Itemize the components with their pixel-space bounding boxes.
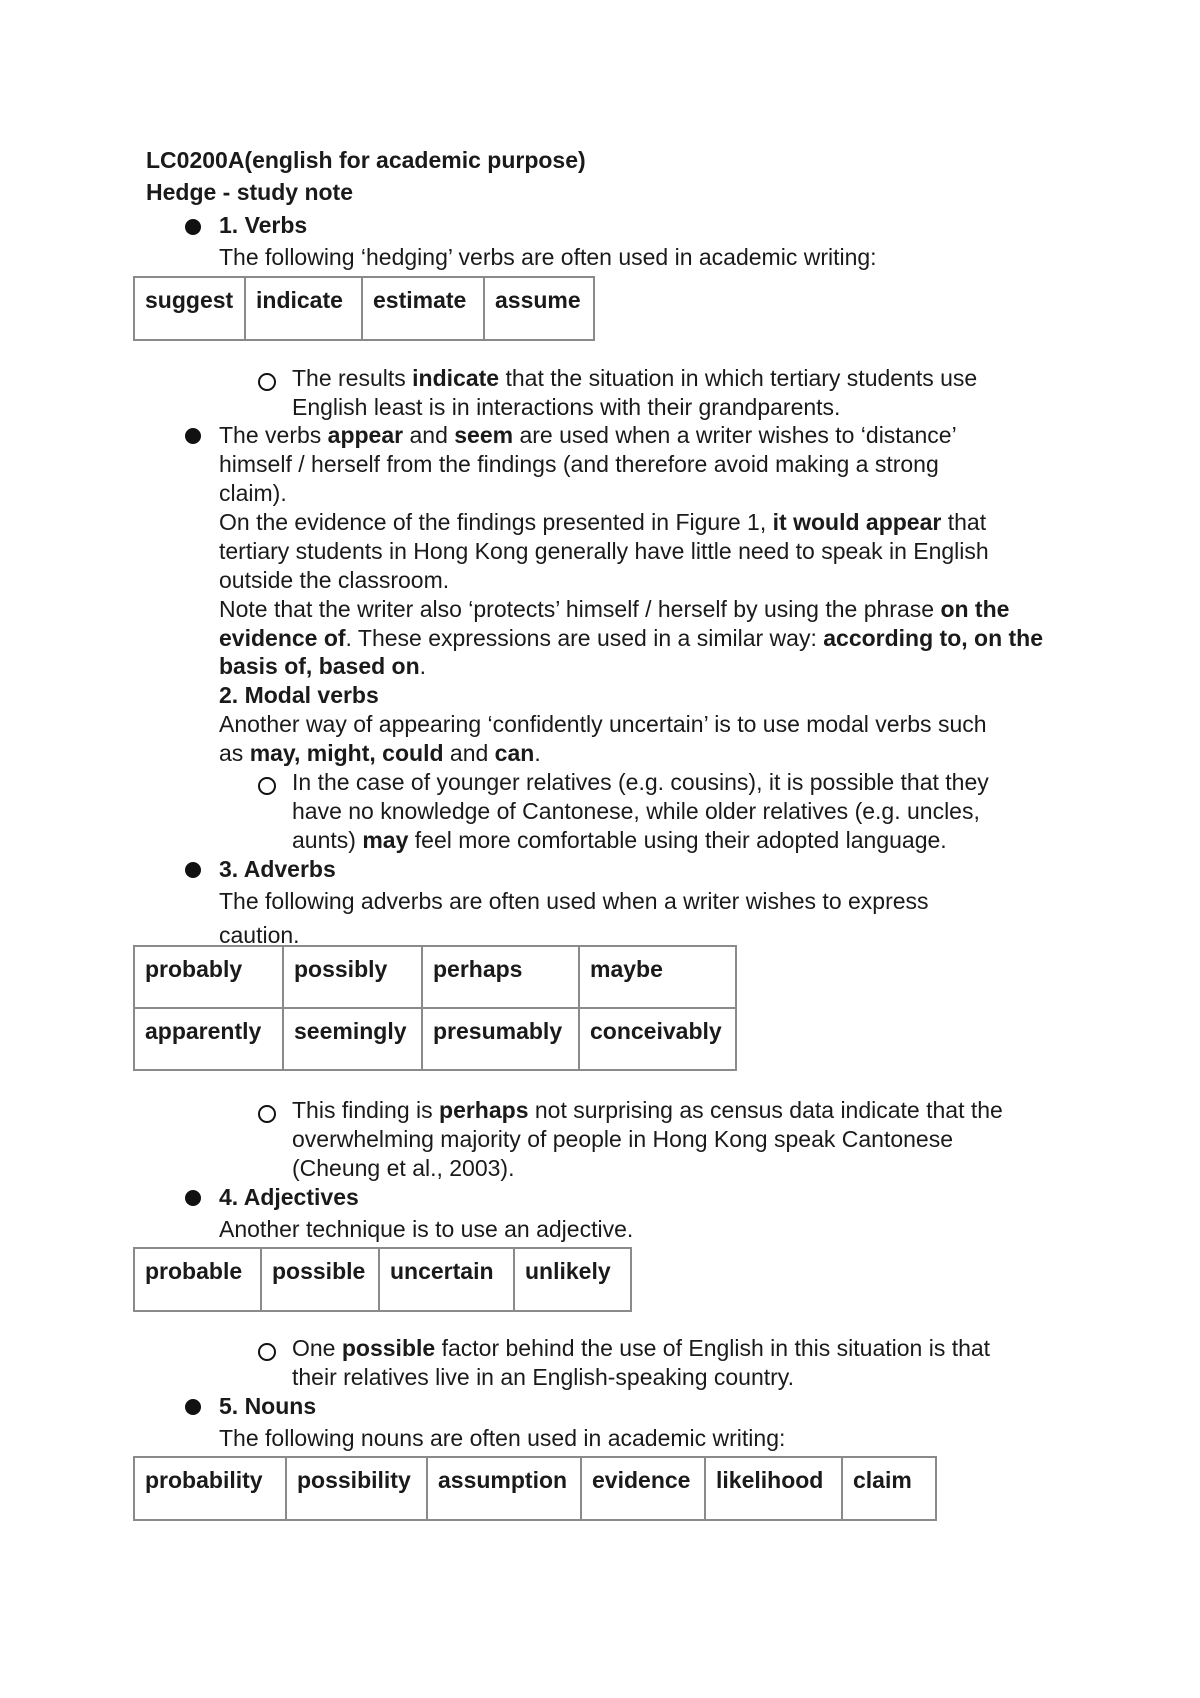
section-heading-adjectives: 4. Adjectives	[219, 1184, 359, 1210]
bold-text: may, might, could	[249, 740, 444, 766]
table-cell: assume	[484, 277, 594, 340]
bullet-icon	[185, 862, 201, 878]
appear-line-7	[219, 595, 1009, 624]
text-run: On the evidence of the findings presented in Figure 1,	[219, 509, 773, 535]
appear-line-1	[219, 421, 957, 450]
table-cell: uncertain	[379, 1248, 514, 1311]
bold-text: basis of, based on	[219, 653, 420, 679]
adverbs-table	[133, 945, 737, 1071]
table-cell: indicate	[245, 277, 362, 340]
appear-line-3: claim).	[219, 480, 287, 506]
text-run: .	[419, 653, 427, 679]
nouns-intro: The following nouns are often used in academic writing:	[219, 1425, 786, 1451]
table-cell: probably	[134, 946, 283, 1008]
table-cell: likelihood	[705, 1457, 842, 1520]
verbs-example-line2: English least is in interactions with their grandparents.	[292, 394, 841, 420]
text-run: are used when a writer wishes to ‘distance’	[513, 422, 957, 448]
bold-text: seem	[454, 422, 514, 448]
appear-line-6: outside the classroom.	[219, 567, 450, 593]
adverbs-example-line-1	[292, 1096, 1003, 1125]
bold-text: may	[362, 827, 409, 853]
adjectives-example-line-1	[292, 1334, 990, 1363]
text-run: that	[941, 509, 987, 535]
hollow-bullet-icon	[258, 777, 276, 795]
table-cell: possibility	[286, 1457, 427, 1520]
text-run: The verbs	[219, 422, 328, 448]
table-cell: evidence	[581, 1457, 705, 1520]
modal-example-line-1: In the case of younger relatives (e.g. cousins), it is possible that they	[292, 769, 989, 795]
modal-line-1: Another way of appearing ‘confidently uncertain’ is to use modal verbs such	[219, 711, 987, 737]
hollow-bullet-icon	[258, 1105, 276, 1123]
nouns-table	[133, 1456, 937, 1521]
table-cell: probable	[134, 1248, 261, 1311]
document-subtitle: Hedge - study note	[146, 179, 354, 205]
text-run: The results	[292, 365, 413, 391]
table-row	[134, 946, 736, 1008]
table-cell: seemingly	[283, 1008, 422, 1070]
section-heading-adverbs: 3. Adverbs	[219, 856, 336, 882]
verbs-example	[292, 364, 977, 393]
text-run: .	[534, 740, 541, 766]
table-row	[134, 1008, 736, 1070]
adjectives-example-line-2: their relatives live in an English-speaking country.	[292, 1364, 794, 1390]
appear-line-9	[219, 652, 426, 681]
adjectives-intro: Another technique is to use an adjective.	[219, 1216, 634, 1242]
table-row	[134, 277, 594, 340]
table-row	[134, 1457, 936, 1520]
appear-line-4	[219, 508, 986, 537]
adjectives-table	[133, 1247, 632, 1312]
bold-text: possible	[341, 1335, 436, 1361]
section-heading-nouns: 5. Nouns	[219, 1393, 317, 1419]
text-run: as	[219, 740, 250, 766]
adverbs-line-2: caution.	[219, 922, 300, 948]
text-run: One	[292, 1335, 342, 1361]
table-cell: perhaps	[422, 946, 579, 1008]
bold-text: indicate	[412, 365, 500, 391]
table-cell: estimate	[362, 277, 484, 340]
bold-text: can	[494, 740, 535, 766]
table-cell: maybe	[579, 946, 736, 1008]
text-run: aunts)	[292, 827, 363, 853]
text-run: This finding is	[292, 1097, 440, 1123]
table-cell: possible	[261, 1248, 379, 1311]
table-cell: claim	[842, 1457, 936, 1520]
text-run: not surprising as census data indicate that the	[528, 1097, 1003, 1123]
text-run: and	[403, 422, 455, 448]
bold-text: evidence of	[219, 625, 346, 651]
modal-example-line-2: have no knowledge of Cantonese, while older relatives (e.g. uncles,	[292, 798, 980, 824]
table-cell: assumption	[427, 1457, 581, 1520]
adverbs-example-line-2: overwhelming majority of people in Hong Kong speak Cantonese	[292, 1126, 954, 1152]
verbs-intro: The following ‘hedging’ verbs are often used in academic writing:	[219, 244, 877, 270]
bold-text: appear	[327, 422, 404, 448]
adverbs-example-line-3: (Cheung et al., 2003).	[292, 1155, 515, 1181]
table-row	[134, 1248, 631, 1311]
bold-text: on the	[940, 596, 1010, 622]
table-cell: apparently	[134, 1008, 283, 1070]
bold-text: it would appear	[772, 509, 942, 535]
hollow-bullet-icon	[258, 1343, 276, 1361]
table-cell: presumably	[422, 1008, 579, 1070]
bold-text: perhaps	[439, 1097, 529, 1123]
section-heading-modal-verbs: 2. Modal verbs	[219, 682, 379, 708]
table-cell: conceivably	[579, 1008, 736, 1070]
document-title: LC0200A(english for academic purpose)	[146, 147, 586, 173]
table-cell: unlikely	[514, 1248, 631, 1311]
bullet-icon	[185, 1399, 201, 1415]
text-run: feel more comfortable using their adopted language.	[408, 827, 947, 853]
bullet-icon	[185, 219, 201, 235]
modal-example-line-3	[292, 826, 947, 855]
bullet-icon	[185, 1190, 201, 1206]
table-cell: suggest	[134, 277, 245, 340]
text-run: that the situation in which tertiary students use	[499, 365, 978, 391]
modal-line-2	[219, 739, 541, 768]
appear-line-2: himself / herself from the findings (and therefore avoid making a strong	[219, 451, 939, 477]
section-heading-verbs: 1. Verbs	[219, 212, 308, 238]
table-cell: possibly	[283, 946, 422, 1008]
bullet-icon	[185, 428, 201, 444]
text-run: and	[443, 740, 495, 766]
appear-line-5: tertiary students in Hong Kong generally have little need to speak in English	[219, 538, 989, 564]
bold-text: according to, on the	[823, 625, 1044, 651]
table-cell: probability	[134, 1457, 286, 1520]
text-run: factor behind the use of English in this situation is that	[435, 1335, 991, 1361]
hollow-bullet-icon	[258, 373, 276, 391]
appear-line-8	[219, 624, 1043, 653]
text-run: . These expressions are used in a similar way:	[345, 625, 824, 651]
verbs-table	[133, 276, 595, 341]
text-run: Note that the writer also ‘protects’ himself / herself by using the phrase	[219, 596, 941, 622]
adverbs-line-1: The following adverbs are often used when a writer wishes to express	[219, 888, 929, 914]
